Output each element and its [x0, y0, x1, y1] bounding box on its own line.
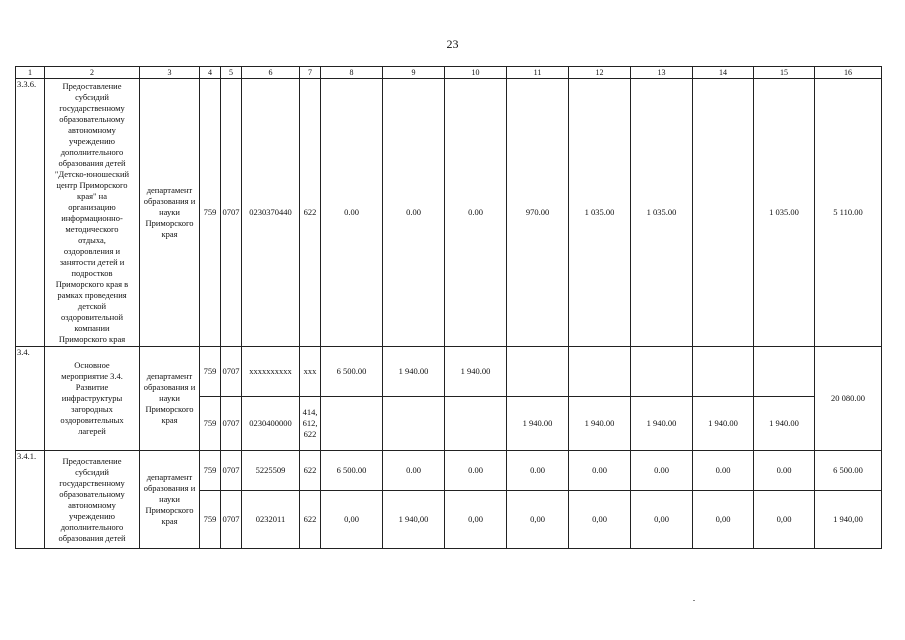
header-cell: 1	[16, 67, 45, 79]
table-row	[16, 79, 882, 347]
table-row	[16, 451, 882, 491]
amount-cell: 1 940.00	[445, 347, 507, 397]
amount-cell	[383, 397, 445, 451]
total-cell: 1 940,00	[815, 491, 882, 549]
amount-cell: 0.00	[445, 451, 507, 491]
amount-cell: 0,00	[321, 491, 383, 549]
table-row	[16, 347, 882, 397]
grbs-code: 759	[200, 491, 221, 549]
amount-cell: 1 940.00	[569, 397, 631, 451]
header-cell: 8	[321, 67, 383, 79]
row-number: 3.3.6.	[16, 79, 45, 347]
measure-description: Предоставление субсидий государственному образовательному автономному учреждению дополнительного образования детей	[45, 451, 140, 549]
header-cell: 15	[754, 67, 815, 79]
amount-cell: 0.00	[383, 451, 445, 491]
expense-type-code: 622	[300, 491, 321, 549]
header-cell: 3	[140, 67, 200, 79]
amount-cell	[445, 397, 507, 451]
amount-cell	[693, 79, 754, 347]
amount-cell	[693, 347, 754, 397]
measure-description: Предоставление субсидий государственному образовательному автономному учреждению дополнительного образования детей "Детско-юношеский центр Приморского края" на организацию информационно- методического отдыха, оздоровления и занятости детей и подростков Приморского края в рамках проведения детской оздоровительной компании Приморского края	[45, 79, 140, 347]
amount-cell: 1 035.00	[631, 79, 693, 347]
header-cell: 13	[631, 67, 693, 79]
amount-cell: 0.00	[569, 451, 631, 491]
target-code: 0230370440	[242, 79, 300, 347]
amount-cell: 0.00	[321, 79, 383, 347]
amount-cell: 0.00	[507, 451, 569, 491]
responsible-executor: департамент образования и науки Приморского края	[140, 451, 200, 549]
header-cell: 14	[693, 67, 754, 79]
section-code: 0707	[221, 347, 242, 397]
section-code: 0707	[221, 491, 242, 549]
amount-cell	[321, 397, 383, 451]
row-number: 3.4.	[16, 347, 45, 451]
target-code: 0230400000	[242, 397, 300, 451]
expense-type-code: xxx	[300, 347, 321, 397]
amount-cell: 1 035.00	[569, 79, 631, 347]
amount-cell	[507, 347, 569, 397]
header-cell: 4	[200, 67, 221, 79]
header-cell: 9	[383, 67, 445, 79]
expense-type-code: 622	[300, 451, 321, 491]
header-cell: 11	[507, 67, 569, 79]
measure-description: Основное мероприятие 3.4. Развитие инфраструктуры загородных оздоровительных лагерей	[45, 347, 140, 451]
expense-type-code: 414, 612, 622	[300, 397, 321, 451]
amount-cell: 0.00	[383, 79, 445, 347]
row-number: 3.4.1.	[16, 451, 45, 549]
header-row	[16, 67, 882, 79]
amount-cell: 0,00	[754, 491, 815, 549]
amount-cell: 6 500.00	[321, 451, 383, 491]
amount-cell: 0,00	[569, 491, 631, 549]
grbs-code: 759	[200, 451, 221, 491]
total-cell: 20 080.00	[815, 347, 882, 451]
header-cell: 10	[445, 67, 507, 79]
amount-cell	[754, 347, 815, 397]
grbs-code: 759	[200, 397, 221, 451]
header-cell: 6	[242, 67, 300, 79]
amount-cell: 0,00	[445, 491, 507, 549]
total-cell: 6 500.00	[815, 451, 882, 491]
target-code: xxxxxxxxxx	[242, 347, 300, 397]
amount-cell: 0.00	[445, 79, 507, 347]
target-code: 5225509	[242, 451, 300, 491]
section-code: 0707	[221, 79, 242, 347]
amount-cell: 0.00	[693, 451, 754, 491]
amount-cell: 1 940.00	[631, 397, 693, 451]
amount-cell: 1 940.00	[693, 397, 754, 451]
amount-cell: 6 500.00	[321, 347, 383, 397]
amount-cell: 970.00	[507, 79, 569, 347]
total-cell: 5 110.00	[815, 79, 882, 347]
amount-cell: 1 940.00	[383, 347, 445, 397]
amount-cell	[631, 347, 693, 397]
header-cell: 5	[221, 67, 242, 79]
amount-cell: 0,00	[507, 491, 569, 549]
responsible-executor: департамент образования и науки Приморского края	[140, 347, 200, 451]
target-code: 0232011	[242, 491, 300, 549]
header-cell: 7	[300, 67, 321, 79]
amount-cell: 0,00	[631, 491, 693, 549]
section-code: 0707	[221, 451, 242, 491]
amount-cell: 1 035.00	[754, 79, 815, 347]
header-cell: 2	[45, 67, 140, 79]
amount-cell: 0.00	[631, 451, 693, 491]
budget-table	[15, 66, 882, 549]
grbs-code: 759	[200, 347, 221, 397]
amount-cell: 0,00	[693, 491, 754, 549]
amount-cell: 0.00	[754, 451, 815, 491]
amount-cell: 1 940.00	[507, 397, 569, 451]
header-cell: 16	[815, 67, 882, 79]
header-cell: 12	[569, 67, 631, 79]
responsible-executor: департамент образования и науки Приморского края	[140, 79, 200, 347]
scan-speck	[693, 600, 695, 601]
section-code: 0707	[221, 397, 242, 451]
grbs-code: 759	[200, 79, 221, 347]
page-number: 23	[446, 37, 459, 51]
amount-cell: 1 940,00	[383, 491, 445, 549]
amount-cell	[569, 347, 631, 397]
amount-cell: 1 940.00	[754, 397, 815, 451]
expense-type-code: 622	[300, 79, 321, 347]
